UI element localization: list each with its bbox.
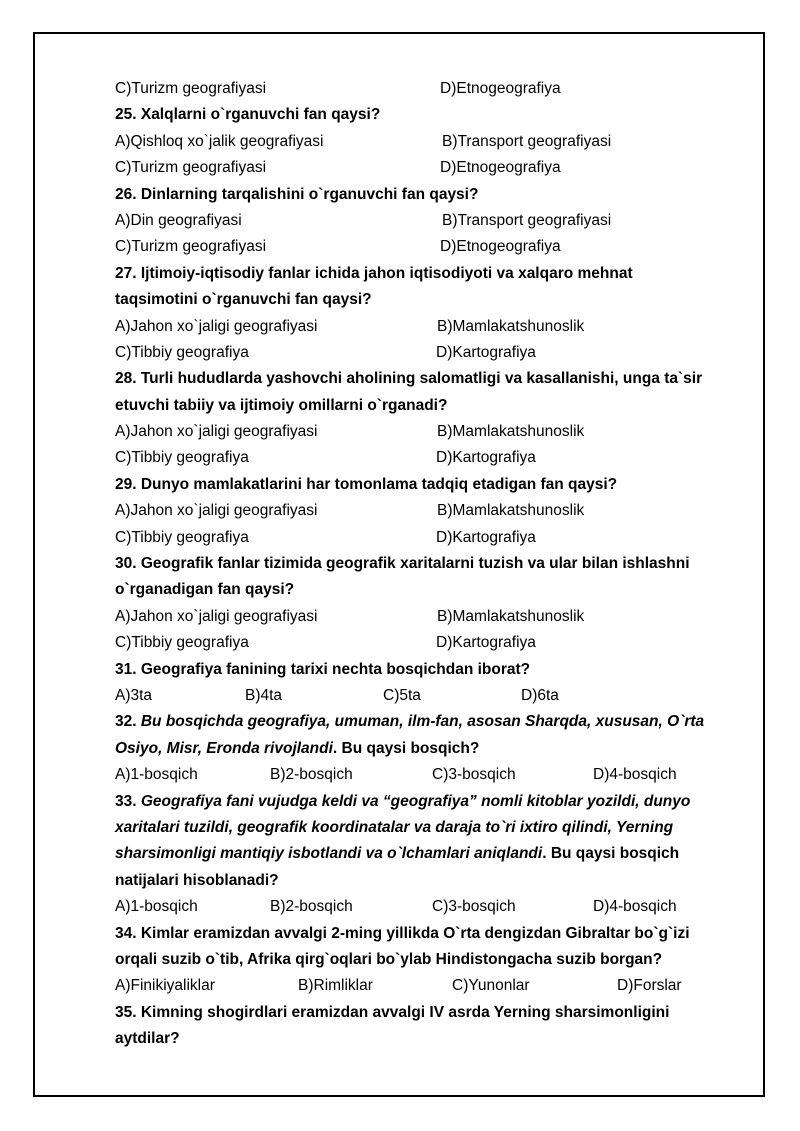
answer-option: B)2-bosqich: [270, 898, 353, 916]
document-content: [115, 76, 755, 1052]
answer-option: C)Turizm geografiyasi: [115, 238, 267, 256]
answer-option: A)1-bosqich: [115, 766, 198, 784]
answer-option: D)Kartografiya: [436, 634, 536, 652]
question-text: [115, 736, 755, 762]
answer-option: D)Kartografiya: [436, 528, 536, 546]
question-text: [115, 841, 755, 867]
answer-option: A)3ta: [115, 686, 153, 704]
answer-option: C)5ta: [383, 686, 421, 704]
question-text: o`rganadigan fan qaysi?: [115, 581, 295, 599]
answer-options-row: [115, 683, 755, 709]
answer-option: C)Tibbiy geografiya: [115, 528, 249, 546]
answer-option: D)4-bosqich: [593, 898, 677, 916]
question-text-part: . Bu qaysi bosqich?: [332, 739, 480, 757]
answer-option: A)Qishloq xo`jalik geografiyasi: [115, 132, 324, 150]
answer-option: B)Transport geografiyasi: [442, 211, 612, 229]
answer-option: D)Etnogeografiya: [440, 238, 561, 256]
answer-option: A)1-bosqich: [115, 898, 198, 916]
answer-option: C)3-bosqich: [432, 898, 516, 916]
answer-option: B)Mamlakatshunoslik: [437, 423, 585, 441]
answer-option: B)Transport geografiyasi: [442, 132, 612, 150]
question-text: [115, 815, 755, 841]
answer-options-row: [115, 630, 755, 656]
question-text-part: xaritalari tuzildi, geografik koordinatalar va daraja to`ri ixtiro qilindi, Yerning: [115, 818, 674, 836]
answer-option: A)Din geografiyasi: [115, 211, 242, 229]
answer-option: D)6ta: [521, 686, 559, 704]
answer-option: D)Etnogeografiya: [440, 80, 561, 97]
answer-option: C)Tibbiy geografiya: [115, 634, 249, 652]
answer-option: A)Finikiyaliklar: [115, 977, 215, 995]
answer-option: D)4-bosqich: [593, 766, 677, 784]
answer-options-row: [115, 894, 755, 920]
answer-option: A)Jahon xo`jaligi geografiyasi: [115, 607, 318, 625]
answer-option: A)Jahon xo`jaligi geografiyasi: [115, 423, 318, 441]
answer-options-row: [115, 973, 755, 999]
question-text-part: Geografiya fani vujudga keldi va “geografiya” nomli kitoblar yozildi, dunyo: [140, 792, 691, 810]
answer-option: C)3-bosqich: [432, 766, 516, 784]
answer-option: A)Jahon xo`jaligi geografiyasi: [115, 502, 318, 520]
answer-options-row: [115, 498, 755, 524]
answer-options-row: [115, 76, 755, 102]
answer-option: C)Turizm geografiyasi: [115, 80, 267, 97]
question-text-part: Bu bosqichda geografiya, umuman, ilm-fan, asosan Sharqda, xususan, O`rta: [140, 713, 705, 731]
answer-option: A)Jahon xo`jaligi geografiyasi: [115, 317, 318, 335]
question-text: 27. Ijtimoiy-iqtisodiy fanlar ichida jahon iqtisodiyoti va xalqaro mehnat: [115, 264, 633, 282]
question-text: aytdilar?: [115, 1030, 180, 1048]
answer-option: B)Rimliklar: [298, 977, 373, 995]
answer-option: B)Mamlakatshunoslik: [437, 502, 585, 520]
answer-option: C)Tibbiy geografiya: [115, 343, 249, 361]
answer-option: B)Mamlakatshunoslik: [437, 607, 585, 625]
answer-option: D)Kartografiya: [436, 343, 536, 361]
answer-option: D)Kartografiya: [436, 449, 536, 467]
question-text-part: 33.: [115, 792, 141, 810]
answer-options-row: [115, 314, 755, 340]
answer-option: B)2-bosqich: [270, 766, 353, 784]
answer-option: C)Yunonlar: [452, 977, 530, 995]
question-text-part: . Bu qaysi bosqich: [542, 845, 680, 863]
answer-option: C)Tibbiy geografiya: [115, 449, 249, 467]
answer-option: B)4ta: [245, 686, 283, 704]
question-text: natijalari hisoblanadi?: [115, 871, 279, 889]
answer-options-row: [115, 762, 755, 788]
answer-options-row: [115, 155, 755, 181]
question-text: etuvchi tabiiy va ijtimoiy omillarni o`rganadi?: [115, 396, 448, 414]
question-text: 28. Turli hududlarda yashovchi aholining salomatligi va kasallanishi, unga ta`sir: [115, 370, 703, 388]
answer-option: D)Forslar: [617, 977, 682, 995]
question-text: 31. Geografiya fanining tarixi nechta bosqichdan iborat?: [115, 660, 531, 678]
answer-options-row: [115, 340, 755, 366]
answer-options-row: [115, 234, 755, 260]
question-text: 25. Xalqlarni o`rganuvchi fan qaysi?: [115, 106, 381, 124]
answer-options-row: [115, 604, 755, 630]
question-text: 26. Dinlarning tarqalishini o`rganuvchi fan qaysi?: [115, 185, 479, 203]
question-text: orqali suzib o`tib, Afrika qirg`oqlari bo`ylab Hindistongacha suzib borgan?: [115, 950, 663, 968]
answer-options-row: [115, 419, 755, 445]
answer-options-row: [115, 129, 755, 155]
question-text: 35. Kimning shogirdlari eramizdan avvalgi IV asrda Yerning sharsimonligini: [115, 1003, 670, 1021]
question-text: [115, 709, 755, 735]
answer-options-row: [115, 208, 755, 234]
question-text: [115, 789, 755, 815]
question-text-part: 32.: [115, 713, 141, 731]
answer-options-row: [115, 445, 755, 471]
answer-option: D)Etnogeografiya: [440, 159, 561, 177]
answer-options-row: [115, 525, 755, 551]
answer-option: C)Turizm geografiyasi: [115, 159, 267, 177]
question-text-part: sharsimonligi mantiqiy isbotlandi va o`lchamlari aniqlandi: [115, 845, 543, 863]
question-text: 30. Geografik fanlar tizimida geografik xaritalarni tuzish va ular bilan ishlashni: [115, 555, 690, 573]
question-text: 29. Dunyo mamlakatlarini har tomonlama tadqiq etadigan fan qaysi?: [115, 475, 618, 493]
question-text: 34. Kimlar eramizdan avvalgi 2-ming yillikda O`rta dengizdan Gibraltar bo`g`izi: [115, 924, 690, 942]
answer-option: B)Mamlakatshunoslik: [437, 317, 585, 335]
question-text-part: Osiyo, Misr, Eronda rivojlandi: [115, 739, 333, 757]
question-text: taqsimotini o`rganuvchi fan qaysi?: [115, 291, 372, 309]
